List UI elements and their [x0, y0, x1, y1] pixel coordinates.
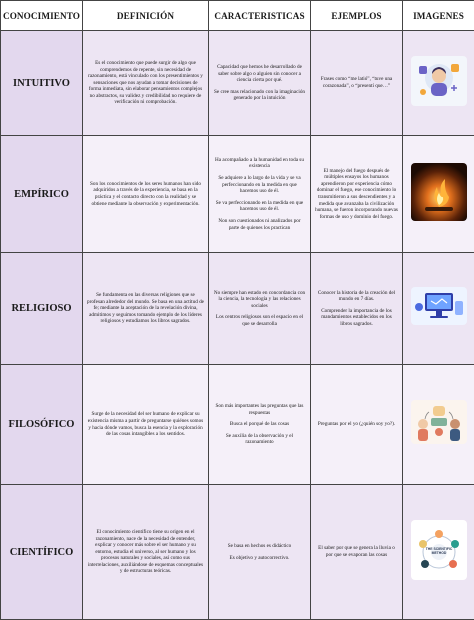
- row-title: INTUITIVO: [1, 31, 83, 136]
- row-title: FILOSÓFICO: [1, 365, 83, 485]
- table-row: [1, 136, 474, 253]
- definition-cell: [83, 136, 209, 253]
- characteristics-cell: [209, 31, 311, 136]
- characteristics-cell: [209, 365, 311, 485]
- scientific-method-diagram: [411, 520, 467, 580]
- image-cell: [403, 136, 474, 253]
- fire-photo: [411, 163, 467, 221]
- row-title: EMPÍRICO: [1, 136, 83, 253]
- definition-cell: [83, 485, 209, 620]
- header-imagenes: IMAGENES: [403, 1, 474, 31]
- characteristics-cell: [209, 136, 311, 253]
- image-cell: [403, 365, 474, 485]
- characteristics-cell: [209, 253, 311, 365]
- definition-cell: [83, 365, 209, 485]
- header-caracteristicas: CARACTERISTICAS: [209, 1, 311, 31]
- definition-text: Se fundamenta en las diversas religiones que se profesan alrededor del mundo. Se basa en una actitud de fe; mediante la aceptación de la revelación divina, admitimos y seguimos tomando ejemplo de los líderes religiosos y estudiamos los libros sagrados.: [87, 292, 204, 325]
- example-text: Comprender la importancia de los mandamientos establecidos en los libros sagrados.: [315, 308, 398, 328]
- header-definicion: DEFINICIÓN: [83, 1, 209, 31]
- definition-text: Es el conocimiento que puede surgir de algo que comprendemos de repente, sin necesidad de razonamiento, está vinculado con los presentimientos y sensaciones que nos ayudan a tomar decisiones de forma inmediata, sin elaborar pensamientos complejos no abstractos, su validez y credibilidad no requiere de verificación ni comprobación.: [87, 60, 204, 106]
- table-row: [1, 365, 474, 485]
- characteristic-text: Non son cuestionados ni analizados por parte de quienes los practican: [213, 218, 306, 231]
- thinking-illustration: [411, 400, 467, 444]
- characteristic-text: Busca el porqué de las cosas: [213, 421, 306, 428]
- characteristic-text: Se cree mas relacionado con la imaginación generado por la intuición: [213, 89, 306, 102]
- characteristic-text: Se basa en hechos es didáctico: [213, 543, 306, 550]
- examples-cell: [311, 485, 403, 620]
- diagram-caption: THE SCIENTIFIC METHOD: [425, 547, 452, 555]
- header-row: [1, 1, 474, 31]
- examples-cell: [311, 136, 403, 253]
- definition-text: El conocimiento científico tiene su origen en el razonamiento, nace de la necesidad de entender, explicar y conocer más sobre el ser humano y su entorno, estudia el universo, al ser humano y los procesos naturales y sociales, así como sus interrelaciones, auxiliándose de esquemas conceptuales y de estructuras teóricas.: [87, 529, 204, 575]
- image-cell: [403, 485, 474, 620]
- definition-cell: [83, 31, 209, 136]
- characteristic-text: Los centros religiosos son el espacio en el que se desarrolla: [213, 314, 306, 327]
- examples-cell: [311, 253, 403, 365]
- row-title: RELIGIOSO: [1, 253, 83, 365]
- characteristic-text: Se adquiere a lo largo de la vida y se va perfeccionando en la medida en que hacemos uso de él.: [213, 175, 306, 195]
- definition-text: Son los conocimientos de los seres humanos han sido adquiridos a través de la experiencia, se basa en la práctica y el contacto directo con la realidad y se obtiene mediante la observación y experimentación.: [87, 181, 204, 207]
- example-text: El manejo del fuego después de múltiples ensayos los humanos aprendieron por experiencia cómo dominar el fuego, ese conocimiento lo transmitieron a sus descendientes y a medida que avanzaba la civilización humana, se fueron incorporando nuevas formas de uso y dominio del fuego.: [315, 168, 398, 221]
- characteristic-text: Son más importantes las preguntas que las respuestas: [213, 403, 306, 416]
- example-text: Frases como “me latió”, “tuve una corazonada”, o “presentí que…”: [315, 76, 398, 89]
- example-text: Preguntas por el yo (¿quién soy yo?).: [315, 421, 398, 428]
- image-cell: [403, 253, 474, 365]
- characteristics-cell: [209, 485, 311, 620]
- computer-illustration: [411, 287, 467, 325]
- intuition-illustration: [411, 56, 467, 106]
- examples-cell: [311, 365, 403, 485]
- characteristic-text: Es objetivo y autocorrectivo.: [213, 555, 306, 562]
- characteristic-text: Se va perfeccionando en la medida en que hacemos uso de él.: [213, 200, 306, 213]
- header-ejemplos: EJEMPLOS: [311, 1, 403, 31]
- image-cell: [403, 31, 474, 136]
- row-title: CIENTÍFICO: [1, 485, 83, 620]
- table-row: [1, 485, 474, 620]
- definition-text: Surge de la necesidad del ser humano de explicar su existencia misma a partir de preguntarse quiénes somos y hacia dónde vamos, busca la esencia y la exploración de las cosas intangibles a los sentidos.: [87, 411, 204, 437]
- header-conocimiento: CONOCIMIENTO: [1, 1, 83, 31]
- example-text: Conocer la historia de la creación del mundo en 7 días.: [315, 290, 398, 303]
- characteristic-text: Se auxilia de la observación y el razonamiento: [213, 433, 306, 446]
- example-text: El saber por que se genera la lluvia o por que se evaporan las cosas: [315, 545, 398, 558]
- examples-cell: [311, 31, 403, 136]
- characteristic-text: No siempre han estado en concordancia con la ciencia, la tecnología y las relaciones sociales: [213, 290, 306, 310]
- table-row: [1, 31, 474, 136]
- characteristic-text: Ha acompañado a la humanidad en toda su existencia: [213, 157, 306, 170]
- characteristic-text: Capacidad que hemos he desarrollado de saber sobre algo o alguien sin conocer a ciencia cierta por qué.: [213, 64, 306, 84]
- table-row: [1, 253, 474, 365]
- definition-cell: [83, 253, 209, 365]
